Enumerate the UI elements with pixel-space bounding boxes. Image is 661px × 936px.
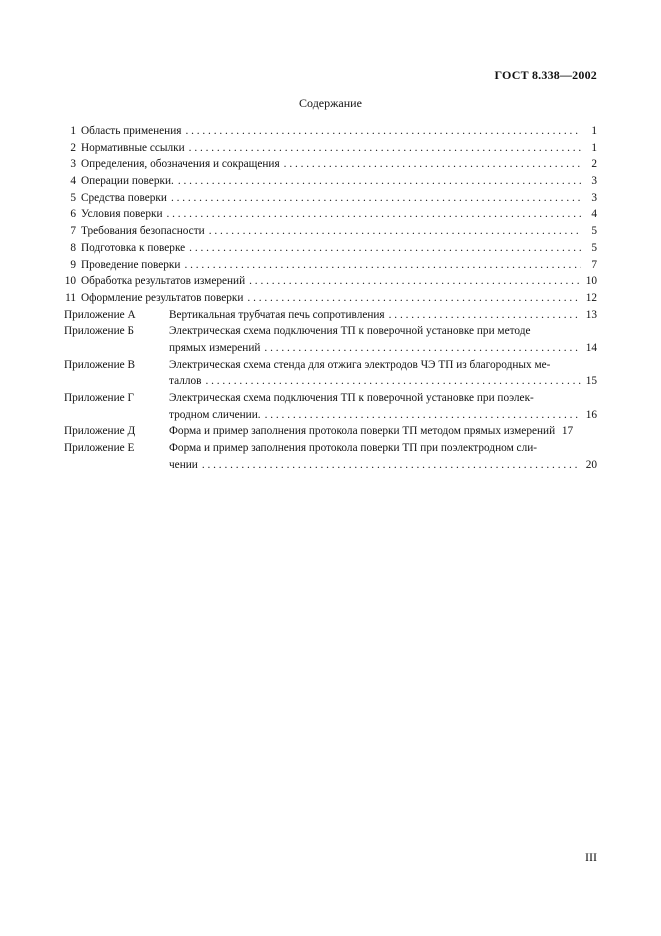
leader-dots: [249, 273, 581, 290]
toc-entry[interactable]: [64, 156, 597, 173]
appendix-label: Приложение Г: [64, 392, 134, 405]
appendix-page: 16: [585, 408, 597, 421]
leader-dots: [205, 373, 581, 390]
leader-dots: [265, 407, 581, 424]
toc-entry[interactable]: [64, 240, 597, 257]
toc-entry[interactable]: [64, 273, 597, 290]
toc-entry[interactable]: [64, 223, 597, 240]
toc-entry[interactable]: [64, 123, 597, 140]
appendix-title: Форма и пример заполнения протокола поверки ТП методом прямых измерений: [169, 425, 556, 438]
toc-entry-title: Область применения: [81, 125, 182, 137]
toc-entry-page: 3: [591, 175, 597, 188]
appendix-title-continued: прямых измерений: [169, 341, 261, 354]
toc-entry-page: 4: [591, 208, 597, 221]
appendix-title: Вертикальная трубчатая печь сопротивления: [169, 308, 385, 321]
appendix-label: Приложение Е: [64, 442, 135, 455]
toc-entry-number: 11: [65, 291, 76, 304]
toc-entry-number: 9: [70, 258, 76, 271]
toc-entry-number: 4: [70, 175, 76, 188]
toc-entry-page: 1: [591, 141, 597, 154]
appendix-title: Электрическая схема подключения ТП к поверочной установке при методе: [169, 325, 531, 338]
toc-entry-page: 5: [591, 241, 597, 254]
leader-dots: [202, 457, 581, 474]
leader-dots: [247, 290, 581, 307]
appendix-page: 13: [585, 308, 597, 321]
toc-entry-number: 6: [70, 208, 76, 221]
leader-dots: [209, 223, 581, 240]
page-title: Содержание: [299, 96, 362, 110]
toc-entry[interactable]: [64, 190, 597, 207]
appendix-title-continued: таллов: [169, 375, 202, 388]
toc-appendix-entry[interactable]: [64, 323, 597, 356]
toc-entry-title: Требования безопасности: [81, 225, 205, 238]
toc-entry-title: Нормативные ссылки: [81, 141, 185, 154]
leader-dots: [389, 307, 581, 324]
toc-entry-title: Определения, обозначения и сокращения: [81, 158, 280, 171]
appendix-title: Форма и пример заполнения протокола поверки ТП при поэлектродном сли-: [169, 442, 538, 455]
toc-entry-number: 8: [70, 241, 76, 254]
toc-entry-title: Средства поверки: [81, 191, 167, 204]
toc-entry-number: 3: [70, 158, 76, 171]
appendix-label: Приложение В: [64, 358, 135, 371]
toc-entry-number: 5: [70, 191, 76, 204]
toc-entry-title: Обработка результатов измерений: [81, 275, 246, 288]
leader-dots: [167, 206, 582, 223]
leader-dots: [171, 190, 581, 207]
toc-entry[interactable]: [64, 206, 597, 223]
leader-dots: [264, 340, 581, 357]
toc-appendix-entry[interactable]: [64, 440, 597, 473]
toc-entry[interactable]: [64, 173, 597, 190]
toc-appendix-entry[interactable]: [64, 307, 597, 324]
toc-entry-page: 12: [585, 291, 597, 304]
toc-entry-page: 7: [591, 258, 597, 271]
appendix-page: 14: [585, 341, 597, 354]
toc-appendix-entry[interactable]: [64, 390, 597, 423]
toc-entry-number: 1: [70, 125, 76, 137]
toc-entry[interactable]: [64, 290, 597, 307]
toc-entry-number: 7: [70, 225, 76, 238]
toc-entry-title: Проведение поверки: [81, 258, 181, 271]
appendix-page: 17: [561, 425, 574, 438]
appendix-page: 15: [585, 375, 597, 388]
appendix-page: 20: [585, 458, 597, 471]
appendix-title: Электрическая схема подключения ТП к поверочной установке при поэлек-: [169, 392, 534, 405]
toc-entry-number: 2: [70, 141, 76, 154]
toc-entry-page: 1: [591, 125, 597, 137]
toc-entry-title: Подготовка к поверке: [81, 241, 186, 254]
appendix-title: Электрическая схема стенда для отжига электродов ЧЭ ТП из благородных ме-: [169, 358, 551, 371]
toc-entry-number: 10: [64, 275, 76, 288]
toc-appendix-entry[interactable]: [64, 423, 597, 440]
toc-entry-page: 10: [585, 275, 597, 288]
leader-dots: [284, 156, 581, 173]
toc-entry[interactable]: [64, 257, 597, 274]
leader-dots: [185, 123, 581, 140]
leader-dots: [184, 257, 581, 274]
appendix-label: Приложение Б: [64, 325, 134, 338]
page-number: III: [585, 850, 597, 864]
appendix-title-continued: тродном сличении.: [169, 408, 261, 421]
leader-dots: [189, 240, 581, 257]
table-of-contents: [64, 123, 597, 474]
toc-entry-title: Операции поверки.: [81, 175, 174, 188]
toc-entry-page: 3: [591, 191, 597, 204]
appendix-title-continued: чении: [169, 458, 198, 471]
leader-dots: [178, 173, 581, 190]
toc-entry-page: 5: [591, 225, 597, 238]
appendix-label: Приложение А: [64, 308, 136, 321]
toc-entry-title: Оформление результатов поверки: [81, 291, 244, 304]
toc-entry[interactable]: [64, 140, 597, 157]
toc-entry-title: Условия поверки: [81, 208, 163, 221]
toc-entry-page: 2: [591, 158, 597, 171]
document-code: ГОСТ 8.338—2002: [494, 68, 597, 82]
toc-appendix-entry[interactable]: [64, 357, 597, 390]
appendix-label: Приложение Д: [64, 425, 136, 438]
leader-dots: [189, 140, 581, 157]
